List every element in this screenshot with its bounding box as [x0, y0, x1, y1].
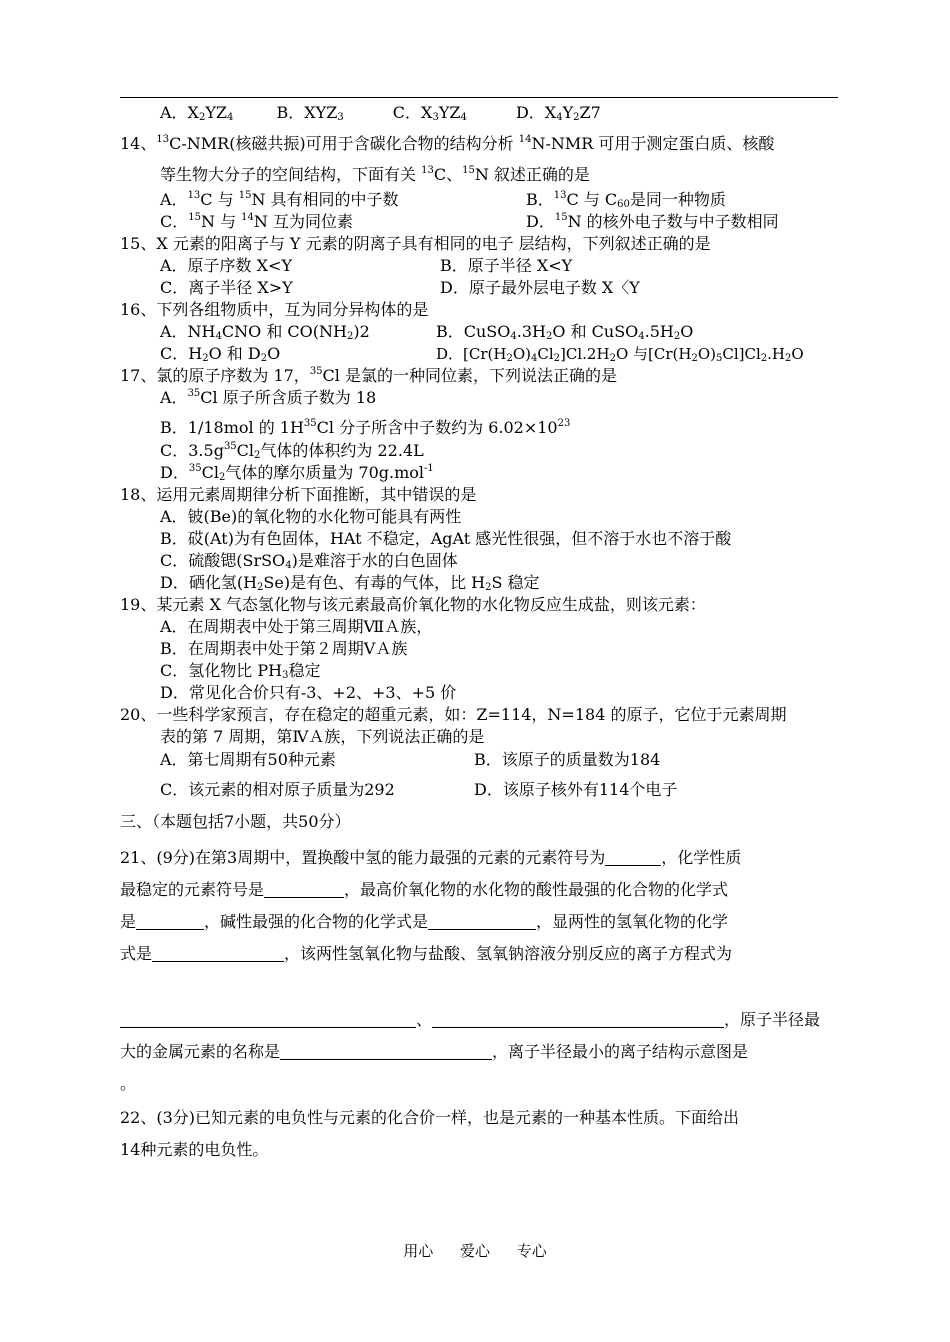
- q22-line1: 22、(3分)已知元素的电负性与元素的化合价一样，也是元素的一种基本性质。下面给出: [120, 1108, 740, 1127]
- q16-stem: 16、下列各组物质中，互为同分异构体的是: [120, 300, 429, 319]
- q15-option-a: A．原子序数 X<Y: [160, 256, 293, 275]
- answer-blank-2[interactable]: [264, 881, 344, 898]
- q15-option-c: C．离子半径 X>Y: [160, 278, 293, 297]
- section-3-heading: 三、（本题包括7小题，共50分）: [120, 812, 351, 831]
- q21-line3: 是 ，碱性最强的化合物的化学式是 ，显两性的氢氧化物的化学: [120, 912, 729, 931]
- q18-option-b: B．砹(At)为有色固体，HAt 不稳定，AgAt 感光性很强，但不溶于水也不溶于酸: [160, 529, 732, 548]
- answer-blank-5[interactable]: [152, 945, 284, 962]
- q17-option-d: D．$^{35}Cl_2$气体的摩尔质量为 70g.mol$^{-1}$: [160, 463, 434, 483]
- q22-line2: 14种元素的电负性。: [120, 1140, 269, 1159]
- q20-option-b: B．该原子的质量数为184: [474, 750, 661, 769]
- q20-stem-line1: 20、一些科学家预言，存在稳定的超重元素，如：Z=114，N=184 的原子，它位于元素周期: [120, 705, 787, 724]
- q20-option-d: D．该原子核外有114个电子: [474, 780, 678, 799]
- q15-option-d: D．原子最外层电子数 X〈Y: [440, 278, 640, 297]
- answer-blank-7[interactable]: [432, 1011, 724, 1028]
- answer-blank-6[interactable]: [120, 1011, 416, 1028]
- q20-stem-line2: 表的第 7 周期，第ⅣＡ族，下列说法正确的是: [160, 727, 485, 746]
- q17-option-b: B．1/18mol 的 $1H^{35}Cl$ 分子所含中子数约为 $6.02\times 10^{23}$: [160, 418, 571, 437]
- q14-stem-line1: 14、$^{13}$C-NMR(核磁共振)可用于含碳化合物的结构分析 $^{14}$N-NMR 可用于测定蛋白质、核酸: [120, 134, 775, 153]
- q16-option-c: C．$H_2O$ 和 $D_2O$: [160, 344, 281, 364]
- q18-stem: 18、运用元素周期律分析下面推断，其中错误的是: [120, 485, 477, 504]
- answer-blank-8[interactable]: [280, 1043, 492, 1060]
- q21-line5: 、 ，原子半径最: [120, 1010, 820, 1030]
- answer-blank-4[interactable]: [428, 913, 536, 930]
- q18-option-a: A．铍(Be)的氧化物的水化物可能具有两性: [160, 507, 462, 526]
- answer-blank-1[interactable]: [605, 849, 661, 866]
- answer-blank-3[interactable]: [136, 913, 204, 930]
- q18-option-d: D．硒化氢$(H_2Se)$是有色、有毒的气体，比 $H_2S$ 稳定: [160, 573, 540, 593]
- q21-line4: 式是 ，该两性氢氧化物与盐酸、氢氧钠溶液分别反应的离子方程式为: [120, 944, 733, 963]
- page-footer: 用心 爱心 专心: [403, 1242, 547, 1260]
- q14-option-a: A．$^{13}$C 与 $^{15}$N 具有相同的中子数: [160, 190, 399, 209]
- q13-options: A．$X_2YZ_4$ B．$XYZ_3$ C．$X_3YZ_4$ D．$X_4Y_2Z7$: [160, 103, 601, 123]
- q18-option-c: C．硫酸锶(SrSO$_4$)是难溶于水的白色固体: [160, 551, 458, 571]
- q15-option-b: B．原子半径 X<Y: [440, 256, 573, 275]
- q20-option-c: C．该元素的相对原子质量为292: [160, 780, 395, 799]
- q17-stem: 17、氯的原子序数为 17，$^{35}$Cl 是氯的一种同位素，下列说法正确的是: [120, 366, 617, 385]
- q16-option-d: D．$[Cr(H_2O)_4Cl_2]Cl.2H_2O$ 与$[Cr(H_2O)_5Cl]Cl_2.H_2O$: [436, 345, 804, 364]
- q21-line2: 最稳定的元素符号是 ，最高价氧化物的水化物的酸性最强的化合物的化学式: [120, 880, 729, 899]
- q15-stem: 15、X 元素的阳离子与 Y 元素的阴离子具有相同的电子 层结构，下列叙述正确的是: [120, 234, 711, 253]
- q14-option-c: C．$^{15}$N 与 $^{14}$N 互为同位素: [160, 212, 353, 231]
- q21-line1: 21、(9分)在第3周期中，置换酸中氢的能力最强的元素的元素符号为 ，化学性质: [120, 848, 742, 867]
- q19-option-b: B．在周期表中处于第２周期ⅤＡ族: [160, 639, 408, 658]
- q14-stem-line2: 等生物大分子的空间结构，下面有关 $^{13}$C、$^{15}$N 叙述正确的是: [160, 165, 590, 184]
- q14-option-d: D．$^{15}$N 的核外电子数与中子数相同: [526, 212, 779, 231]
- q21-line7: 。: [120, 1074, 137, 1093]
- q19-stem: 19、某元素 X 气态氢化物与该元素最高价氧化物的水化物反应生成盐，则该元素：: [120, 595, 706, 614]
- q20-option-a: A．第七周期有50种元素: [160, 750, 336, 769]
- q17-option-a: A．$^{35}$Cl 原子所含质子数为 18: [160, 388, 377, 407]
- q19-option-c: C．氢化物比 $PH_3$稳定: [160, 661, 321, 681]
- q16-option-a: A．$NH_4CNO$ 和 $CO(NH_2)2$: [160, 322, 370, 342]
- header-rule: [120, 97, 838, 98]
- q21-line6: 大的金属元素的名称是 ，离子半径最小的离子结构示意图是: [120, 1042, 749, 1061]
- q17-option-c: C．$3.5g^{35}Cl_2$气体的体积约为 22.4L: [160, 441, 424, 461]
- q19-option-a: A．在周期表中处于第三周期ⅦＡ族，: [160, 617, 433, 636]
- q16-option-b: B．$CuSO_4.3H_2O$ 和 $CuSO_4.5H_2O$: [436, 322, 694, 342]
- q14-option-b: B．$^{13}$C 与 $C_{60}$是同一种物质: [526, 190, 726, 210]
- q19-option-d: D．常见化合价只有-3、+2、+3、+5 价: [160, 683, 457, 702]
